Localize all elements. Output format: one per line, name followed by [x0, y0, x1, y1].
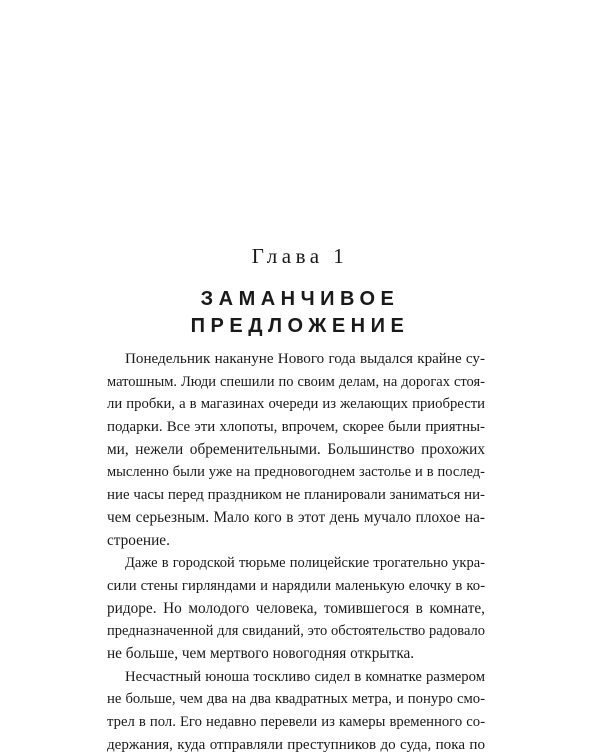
- text-line: Даже в городской тюрьме полицейские трогательно укра-: [125, 555, 485, 572]
- text-line: не больше, чем мертвого новогодняя открытка.: [107, 644, 415, 662]
- chapter-title: [0, 286, 600, 340]
- chapter-number: Глава 1: [251, 244, 349, 268]
- text-line: сили стены гирляндами и нарядили маленькую елочку в ко-: [107, 577, 485, 594]
- chapter-title-line: ЗАМАНЧИВОЕ: [200, 288, 400, 310]
- text-line: мысленно были уже на предновогоднем застолье и в послед-: [107, 464, 485, 481]
- text-line: ние часы перед праздником не планировали заниматься ни-: [107, 487, 485, 504]
- text-line: подарки. Все эти хлопоты, впрочем, скорее были приятны-: [107, 419, 485, 436]
- text-line: ми, нежели обременительными. Большинство прохожих: [107, 440, 485, 458]
- chapter-title-line: ПРЕДЛОЖЕНИЕ: [190, 315, 410, 337]
- chapter-body: [107, 348, 485, 756]
- text-line: трел в пол. Его недавно перевели из камеры временного со-: [107, 714, 485, 730]
- text-line: строение.: [107, 531, 170, 549]
- text-line: предназначенной для свиданий, это обстоятельство радовало: [107, 623, 485, 640]
- text-line: чем серьезным. Мало кого в этот день мучало плохое на-: [107, 508, 485, 526]
- text-line: ридоре. Но молодого человека, томившегося в комнате,: [107, 599, 485, 617]
- text-line: Несчастный юноша тоскливо сидел в комнатке размером: [125, 668, 485, 685]
- text-line: держания, куда отправляли преступников до суда, пока по: [107, 736, 485, 753]
- text-line: не больше, чем два на два квадратных метра, и понуро смо-: [107, 691, 485, 708]
- text-line: ли пробки, а в магазинах очереди из желающих приобрести: [107, 396, 485, 413]
- text-line: матошным. Люди спешили по своим делам, на дорогах стоя-: [107, 373, 485, 390]
- text-line: Понедельник накануне Нового года выдался крайне су-: [125, 351, 485, 367]
